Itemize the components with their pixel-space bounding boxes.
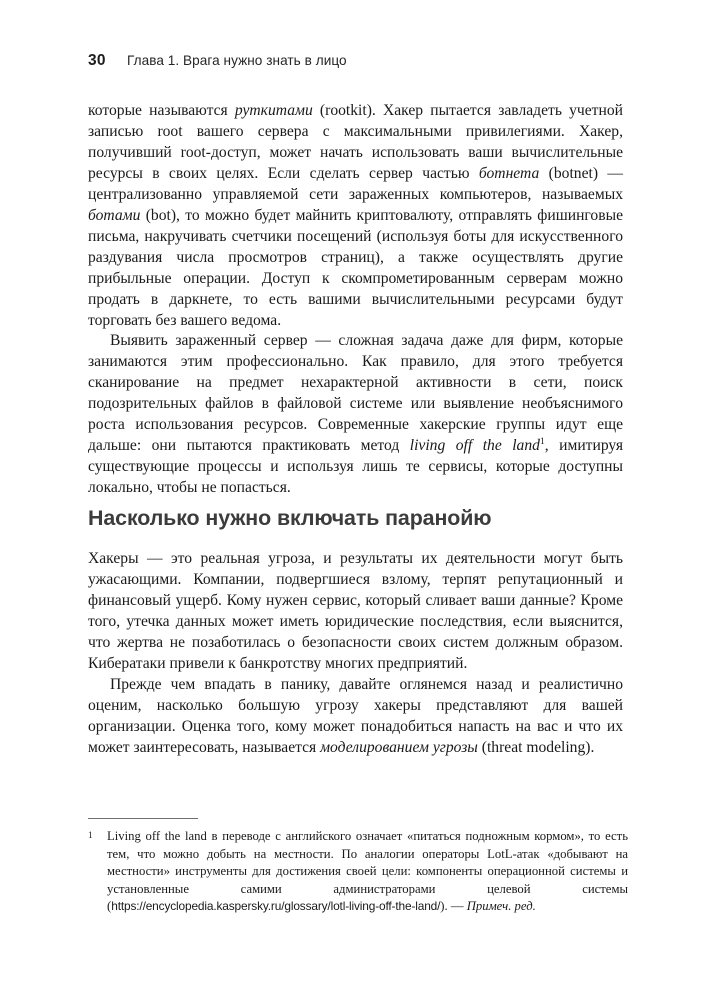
- text-run: Выявить зараженный сервер — сложная задача даже для фирм, которые занимаются этим профессионально. Как правило, для этого требуется сканирование на предмет нехарактерной активности в сети, поиск подозрительных файлов в файловой системе или выявление необъяснимого роста использования ресурсов. Современные хакерские группы идут еще дальше: они пытаются практиковать метод: [88, 332, 623, 455]
- emphasis-living-off-the-land: living off the land: [409, 437, 540, 455]
- footnote-reference-marker: 1: [539, 436, 545, 448]
- text-run: , имитируя существующие процессы и используя лишь те сервисы, которые доступны локально, чтобы не попасться.: [88, 437, 624, 497]
- paragraph-detection: [88, 331, 623, 499]
- text-run: (threat modeling).: [477, 738, 595, 756]
- text-run: ). —: [440, 899, 467, 914]
- section-heading: Насколько нужно включать паранойю: [88, 506, 492, 530]
- footnote-source-note: Примеч. ред.: [466, 899, 536, 914]
- footnote-number: 1: [88, 830, 93, 840]
- paragraph-threat-modeling: [88, 675, 623, 759]
- footnote-text: [88, 828, 628, 916]
- text-run: Living off the land в переводе с английского означает «питаться подножным кормом», то есть тем, что можно добыть на местности. По аналогии операторы LotL-атак «добывают на местности» инструменты для достижения своей цели: компоненты операционной системы и установленные самими администраторами целевой системы (: [107, 829, 628, 914]
- section-text-block: [88, 549, 623, 759]
- paragraph-rootkits: [88, 101, 623, 331]
- footnote-area: [88, 818, 628, 916]
- paragraph-threat-reality: Хакеры — это реальная угроза, и результаты их деятельности могут быть ужасающими. Компании, подвергшиеся взлому, терпят репутационный и финансовый ущерб. Кому нужен сервис, который сливает ваши данные? Кроме того, утечка данных может иметь юридические последствия, если выяснится, что жертва не позаботилась о безопасности своих систем должным образом. Кибератаки привели к банкротству многих предприятий.: [88, 550, 623, 672]
- body-text-block: [88, 101, 623, 499]
- emphasis-botnet: ботнета: [478, 164, 540, 182]
- running-head: [88, 52, 623, 74]
- text-run: Прежде чем впадать в панику, давайте оглянемся назад и реалистично оценим, насколько большую угрозу хакеры представляют для вашей организации. Оценка того, кому может понадобиться напасть на вас и что их может заинтересовать, называется: [88, 675, 623, 756]
- emphasis-threat-modeling: моделированием угрозы: [320, 738, 478, 756]
- emphasis-bots: ботами: [88, 206, 141, 224]
- text-run: (bot), то можно будет майнить криптовалюту, отправлять фишинговые письма, накручивать счетчики посещений (используя боты для искусственного раздувания числа просмотров страниц), а также осуществлять другие прибыльные операции. Доступ к скомпрометированным серверам можно продать в даркнете, то есть вашими вычислительными ресурсами будут торговать без вашего ведома.: [88, 206, 623, 329]
- footnote-url: https://encyclopedia.kaspersky.ru/glossary/lotl-living-off-the-land/: [111, 899, 441, 914]
- emphasis-rootkits: руткитами: [234, 102, 313, 119]
- page-number: 30: [88, 52, 106, 69]
- text-run: которые называются: [88, 102, 235, 119]
- text-run: (botnet) — централизованно управляемой сети зараженных компьютеров, называемых: [88, 164, 623, 203]
- text-run: (rootkit). Хакер пытается завладеть учетной записью root вашего сервера с максимальными привилегиями. Хакер, получивший root-доступ, может начать использовать ваши вычислительные ресурсы в своих целях. Если сделать сервер частью: [88, 102, 623, 182]
- footnote-separator-rule: [88, 818, 198, 819]
- chapter-title: Глава 1. Врага нужно знать в лицо: [127, 53, 347, 68]
